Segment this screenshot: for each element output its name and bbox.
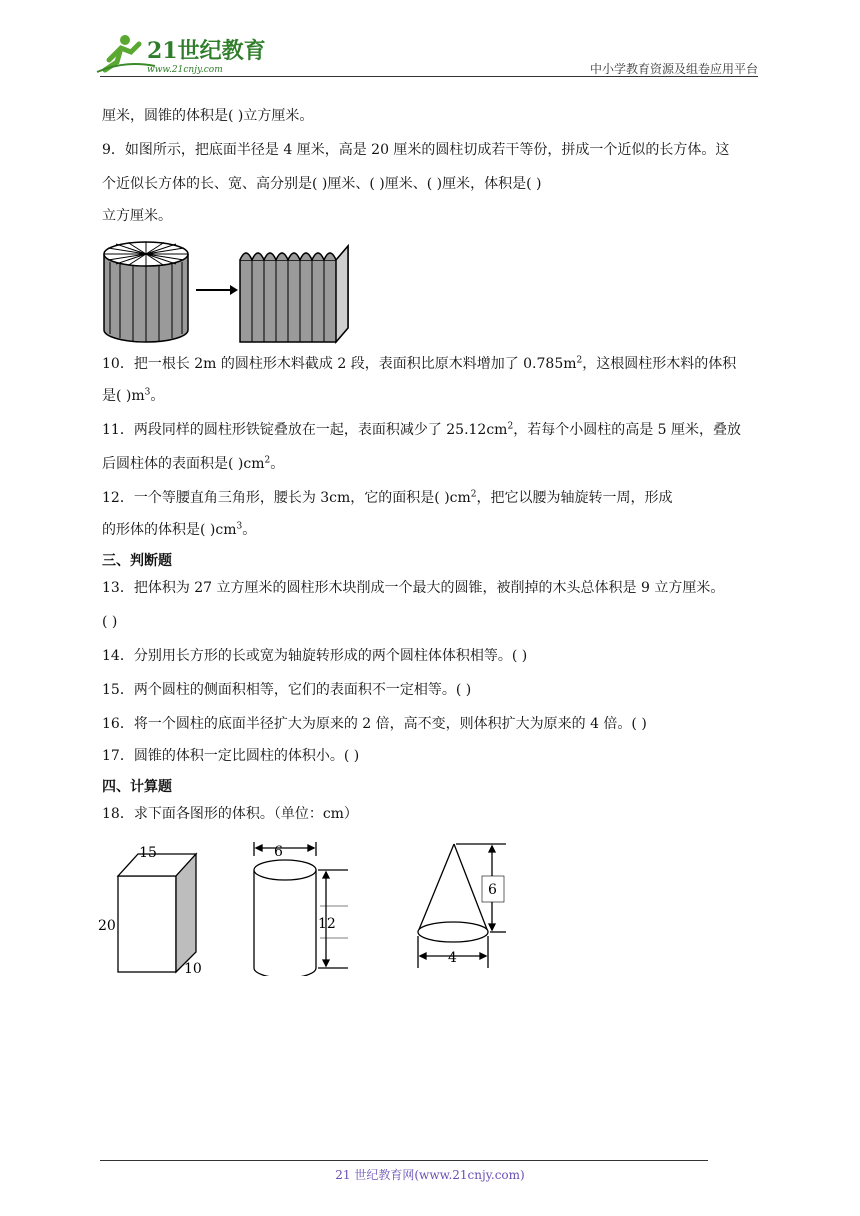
cuboid-depth-label: 10 bbox=[184, 961, 202, 976]
q13-line2: ( ) bbox=[102, 614, 118, 630]
q16: 16．将一个圆柱的底面半径扩大为原来的 2 倍，高不变，则体积扩大为原来的 4 倍。( ) bbox=[102, 716, 647, 732]
cylinder-height-label: 12 bbox=[318, 916, 336, 932]
footer-divider bbox=[100, 1160, 708, 1161]
q10-line2: 是( )$m^3$。 bbox=[102, 387, 165, 404]
sliced-cylinder bbox=[104, 242, 188, 342]
cone-height-label: 6 bbox=[488, 882, 497, 898]
q9-line3: 立方厘米。 bbox=[102, 208, 172, 224]
cone-diameter-label: 4 bbox=[448, 950, 457, 966]
q14: 14．分别用长方形的长或宽为轴旋转形成的两个圆柱体体积相等。( ) bbox=[102, 648, 528, 664]
q9-figure bbox=[100, 234, 360, 350]
header-platform-text: 中小学教育资源及组卷应用平台 bbox=[589, 62, 758, 76]
q12-line2: 的形体的体积是( )$cm^3$。 bbox=[102, 521, 257, 538]
section-calculation-title: 四、计算题 bbox=[102, 779, 172, 795]
q11-line2: 后圆柱体的表面积是( )$cm^2$。 bbox=[102, 455, 285, 472]
logo-url: www.21cnjy.com bbox=[147, 65, 223, 75]
q17: 17．圆锥的体积一定比圆柱的体积小。( ) bbox=[102, 748, 360, 764]
section-judgement-title: 三、判断题 bbox=[102, 553, 172, 569]
q8-tail: 厘米，圆锥的体积是( )立方厘米。 bbox=[102, 108, 314, 124]
q15: 15．两个圆柱的侧面积相等，它们的表面积不一定相等。( ) bbox=[102, 682, 472, 698]
footer-link[interactable]: 21 世纪教育网(www.21cnjy.com) bbox=[335, 1168, 525, 1182]
q11-line1: 11．两段同样的圆柱形铁锭叠放在一起，表面积减少了 $25.12cm^2$，若每个小圆柱的高是 5 厘米，叠放 bbox=[102, 421, 742, 438]
q9-line2: 个近似长方体的长、宽、高分别是( )厘米、( )厘米、( )厘米，体积是( ) bbox=[102, 176, 542, 192]
q12-line1: 12．一个等腰直角三角形，腰长为 3cm，它的面积是( )$cm^2$，把它以腰为轴旋转一周，形成 bbox=[102, 489, 673, 506]
arrow-right-icon bbox=[196, 285, 238, 295]
cylinder-figure bbox=[254, 842, 348, 976]
logo-text: 21世纪教育 bbox=[147, 38, 265, 64]
cuboid-figure bbox=[118, 854, 196, 972]
approx-cuboid bbox=[240, 246, 348, 342]
cuboid-height-label: 20 bbox=[98, 918, 116, 934]
q10-line1: 10．把一根长 2m 的圆柱形木料截成 2 段，表面积比原木料增加了 $0.785m^2$，这根圆柱形木料的体积 bbox=[102, 355, 737, 372]
q9-line1: 9．如图所示，把底面半径是 4 厘米，高是 20 厘米的圆柱切成若干等份，拼成一个近似的长方体。这 bbox=[102, 142, 730, 158]
cylinder-diameter-label: 6 bbox=[274, 844, 283, 860]
q18: 18．求下面各图形的体积。（单位：cm） bbox=[102, 806, 358, 822]
site-logo bbox=[95, 30, 265, 76]
cuboid-top-label: 15 bbox=[139, 845, 157, 861]
q13-line1: 13．把体积为 27 立方厘米的圆柱形木块削成一个最大的圆锥，被削掉的木头总体积是 9 立方厘米。 bbox=[102, 580, 725, 596]
q18-figures bbox=[96, 836, 536, 980]
header-divider bbox=[100, 76, 758, 77]
cone-figure bbox=[418, 844, 506, 968]
